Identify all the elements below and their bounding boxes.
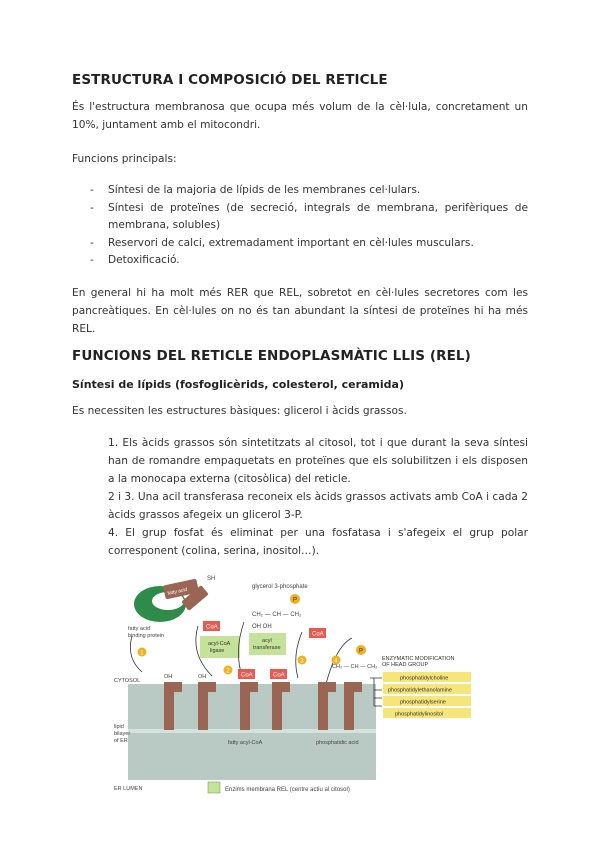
- enzymatic-modification-label: ENZYMATIC MODIFICATION OF HEAD GROUP: [382, 656, 455, 668]
- list-item: - Detoxificació.: [90, 252, 528, 270]
- fatty-acid-chain: [198, 682, 208, 730]
- fatty-acid-chain: [354, 682, 362, 692]
- fatty-acid-chain: [318, 682, 328, 730]
- reaction-arrow: [296, 632, 302, 678]
- subsection-title: Síntesi de lípids (fosfoglicèrids, colesterol, ceramida): [72, 378, 404, 391]
- lipid-bilayer-label: lipid bilayer of ER: [114, 724, 131, 744]
- step-number: 3: [300, 658, 304, 665]
- step-number: 2: [226, 668, 230, 675]
- product-label: phosphatidylcholine: [400, 675, 449, 682]
- fatty-acid-chain: [272, 682, 282, 730]
- fatty-acyl-coa-label: fatty acyl-CoA: [228, 740, 263, 746]
- er-lumen-label: ER LUMEN: [114, 786, 143, 792]
- list-item: - Reservori de calci, extremadament important en cèl·lules musculars.: [90, 235, 528, 253]
- list-bullet: -: [90, 254, 94, 266]
- coa-label: CoA: [206, 624, 218, 631]
- fatty-acid-chain: [174, 682, 182, 692]
- glycerol-oh: OH OH: [252, 624, 272, 630]
- transferase-label: acyl transferase: [253, 638, 281, 651]
- oh-label: OH: [164, 674, 173, 680]
- coa-label: CoA: [241, 672, 253, 679]
- list-bullet: -: [90, 236, 94, 249]
- list-bullet: -: [90, 201, 94, 214]
- section-title-rel: FUNCIONS DEL RETICLE ENDOPLASMÀTIC LLIS (REL): [72, 348, 471, 364]
- glycerol-structure: CH₂ — CH — CH₂: [332, 664, 378, 670]
- binding-protein-label: fatty acid binding protein: [128, 626, 165, 639]
- basic-structures-paragraph: Es necessiten les estructures bàsiques: glicerol i àcids grassos.: [72, 405, 407, 417]
- coa-label: CoA: [312, 631, 324, 638]
- fatty-acid-chain: [344, 682, 354, 730]
- acyl-transferase: [249, 633, 286, 655]
- oh-label: OH: [198, 674, 207, 680]
- general-paragraph: En general hi ha molt més RER que REL, sobretot en cèl·lules secretores com les pancreàtiques. En cèl·lules on no és tan abundant la síntesi de proteïnes hi ha més REL.: [72, 287, 528, 335]
- fatty-acid-chain: [282, 682, 290, 692]
- cytosol-label: CYTOSOL: [114, 678, 141, 684]
- lipid-synthesis-figure: [112, 566, 488, 802]
- step-paragraph: 4. El grup fosfat és eliminat per una fosfatasa i s'afegeix el grup polar corresponent (colina, serina, inositol…).: [108, 527, 528, 557]
- legend-swatch: [208, 782, 220, 793]
- glycerol-structure: CH₂ — CH — CH₂: [252, 612, 302, 618]
- step-paragraph: 1. Els àcids grassos són sintetitzats al citosol, tot i que durant la seva síntesi han de romandre empaquetats en proteïnes que els solubilitzen i els disposen a la monocapa externa (citosòlica) del reticle.: [108, 437, 528, 485]
- ligase-label: acyl-CoA ligase: [208, 641, 231, 654]
- fatty-acid-chain: [240, 682, 250, 730]
- fatty-acid-chain: [164, 682, 174, 730]
- product-label: phosphatidylserine: [400, 699, 446, 706]
- product-label: phosphatidylinositol: [395, 711, 444, 718]
- list-item: - Síntesi de la majoria de lípids de les membranes cel·lulars.: [90, 182, 528, 200]
- fatty-acid-chain: [250, 682, 258, 692]
- phosphate-label: P: [293, 597, 298, 604]
- fatty-acid-text: fatty acid: [167, 586, 188, 597]
- section-title-structure: ESTRUCTURA I COMPOSICIÓ DEL RETICLE: [72, 72, 388, 88]
- step-number: 4: [334, 658, 338, 665]
- intro-paragraph: És l'estructura membranosa que ocupa més volum de la cèl·lula, concretament un 10%, juntament amb el mitocondri.: [72, 101, 528, 131]
- functions-heading: Funcions principals:: [72, 153, 177, 165]
- fatty-acid-chain: [328, 682, 336, 692]
- step-paragraph: 2 i 3. Una acil transferasa reconeix els àcids grassos activats amb CoA i cada 2 àcids grassos afegeix un glicerol 3-P.: [108, 491, 529, 521]
- list-item: - Síntesi de proteïnes (de secreció, integrals de membrana, perifèriques de membrana, solubles): [90, 201, 528, 231]
- legend-label: Enzims membrana REL (centre actiu al citosol): [225, 787, 350, 793]
- acyl-coa-ligase: [200, 636, 240, 658]
- coa-label: CoA: [273, 672, 285, 679]
- list-bullet: -: [90, 184, 94, 196]
- sh-label: SH: [207, 576, 216, 582]
- step-number: 1: [140, 650, 144, 657]
- phosphate-label: P: [359, 648, 364, 655]
- glycerol-label: glycerol 3-phosphate: [252, 584, 308, 590]
- fatty-acid-chain: [208, 682, 216, 692]
- phosphatidic-acid-label: phosphatidic acid: [316, 740, 359, 746]
- product-label: phosphatidylethanolamine: [388, 687, 452, 694]
